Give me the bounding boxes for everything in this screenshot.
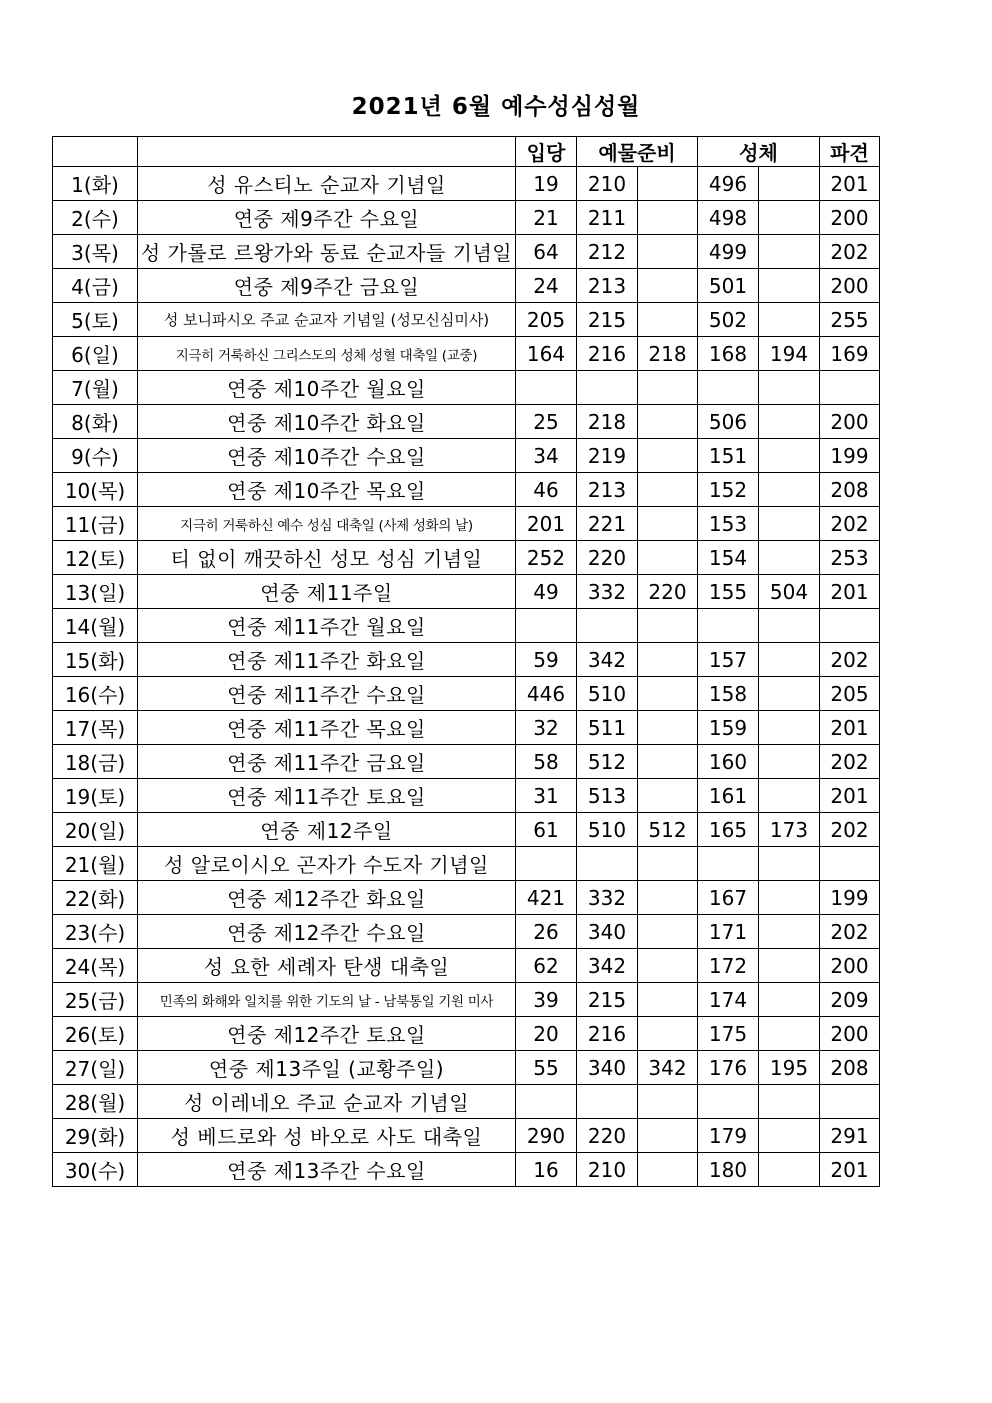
dismissal-cell: 200 [820, 405, 880, 439]
day-cell: 6(일) [53, 337, 138, 371]
offertory-2-cell [638, 1085, 698, 1119]
day-cell: 26(토) [53, 1017, 138, 1051]
offertory-2-cell [638, 371, 698, 405]
day-cell: 21(월) [53, 847, 138, 881]
communion-1-cell: 160 [698, 745, 759, 779]
feast-cell: 연중 제11주간 월요일 [138, 609, 516, 643]
day-cell: 1(화) [53, 167, 138, 201]
table-row [53, 371, 880, 405]
feast-cell: 지극히 거룩하신 예수 성심 대축일 (사제 성화의 날) [138, 507, 516, 541]
table-row [53, 745, 880, 779]
communion-2-cell [759, 235, 820, 269]
day-cell: 19(토) [53, 779, 138, 813]
communion-2-cell: 195 [759, 1051, 820, 1085]
offertory-2-cell [638, 201, 698, 235]
dismissal-cell [820, 609, 880, 643]
offertory-1-cell: 512 [577, 745, 638, 779]
table-row [53, 643, 880, 677]
table-row [53, 847, 880, 881]
offertory-2-cell [638, 643, 698, 677]
feast-cell: 성 알로이시오 곤자가 수도자 기념일 [138, 847, 516, 881]
offertory-1-cell: 332 [577, 575, 638, 609]
offertory-2-cell [638, 779, 698, 813]
communion-2-cell [759, 983, 820, 1017]
communion-1-cell: 158 [698, 677, 759, 711]
communion-2-cell [759, 847, 820, 881]
dismissal-cell: 201 [820, 711, 880, 745]
offertory-1-cell [577, 609, 638, 643]
communion-2-cell [759, 779, 820, 813]
table-row [53, 711, 880, 745]
day-cell: 22(화) [53, 881, 138, 915]
day-cell: 25(금) [53, 983, 138, 1017]
communion-2-cell [759, 473, 820, 507]
entrance-cell: 61 [516, 813, 577, 847]
offertory-1-cell: 342 [577, 643, 638, 677]
offertory-1-cell: 211 [577, 201, 638, 235]
offertory-1-cell: 210 [577, 1153, 638, 1187]
communion-1-cell: 159 [698, 711, 759, 745]
table-row [53, 1017, 880, 1051]
communion-1-cell: 180 [698, 1153, 759, 1187]
dismissal-cell: 208 [820, 473, 880, 507]
offertory-2-cell: 342 [638, 1051, 698, 1085]
offertory-1-cell: 213 [577, 269, 638, 303]
dismissal-cell: 201 [820, 1153, 880, 1187]
communion-2-cell [759, 439, 820, 473]
offertory-1-cell: 342 [577, 949, 638, 983]
feast-cell: 연중 제12주간 토요일 [138, 1017, 516, 1051]
dismissal-cell: 200 [820, 269, 880, 303]
day-cell: 7(월) [53, 371, 138, 405]
day-cell: 5(토) [53, 303, 138, 337]
communion-1-cell: 174 [698, 983, 759, 1017]
offertory-2-cell [638, 711, 698, 745]
table-row [53, 405, 880, 439]
entrance-cell: 20 [516, 1017, 577, 1051]
offertory-1-cell: 210 [577, 167, 638, 201]
offertory-2-cell [638, 983, 698, 1017]
hymn-schedule-table [52, 136, 880, 1187]
day-cell: 24(목) [53, 949, 138, 983]
day-cell: 3(목) [53, 235, 138, 269]
offertory-2-cell [638, 677, 698, 711]
entrance-cell: 49 [516, 575, 577, 609]
communion-2-cell [759, 371, 820, 405]
dismissal-cell: 208 [820, 1051, 880, 1085]
communion-1-cell: 165 [698, 813, 759, 847]
offertory-1-cell [577, 371, 638, 405]
communion-2-cell: 173 [759, 813, 820, 847]
header-communion: 성체 [698, 137, 820, 167]
offertory-1-cell: 510 [577, 677, 638, 711]
offertory-2-cell [638, 269, 698, 303]
feast-cell: 성 베드로와 성 바오로 사도 대축일 [138, 1119, 516, 1153]
table-row [53, 473, 880, 507]
entrance-cell: 46 [516, 473, 577, 507]
dismissal-cell: 202 [820, 813, 880, 847]
entrance-cell: 421 [516, 881, 577, 915]
page-title: 2021년 6월 예수성심성월 [351, 94, 641, 120]
feast-cell: 성 요한 세례자 탄생 대축일 [138, 949, 516, 983]
communion-1-cell: 161 [698, 779, 759, 813]
table-row [53, 1085, 880, 1119]
table-row [53, 439, 880, 473]
header-dismissal: 파견 [820, 137, 880, 167]
feast-cell: 성 가롤로 르왕가와 동료 순교자들 기념일 [138, 235, 516, 269]
communion-1-cell: 502 [698, 303, 759, 337]
day-cell: 12(토) [53, 541, 138, 575]
table-row [53, 235, 880, 269]
entrance-cell: 205 [516, 303, 577, 337]
communion-1-cell: 155 [698, 575, 759, 609]
dismissal-cell: 199 [820, 881, 880, 915]
table-row [53, 337, 880, 371]
offertory-1-cell: 511 [577, 711, 638, 745]
entrance-cell: 19 [516, 167, 577, 201]
feast-cell: 연중 제12주간 수요일 [138, 915, 516, 949]
communion-1-cell: 153 [698, 507, 759, 541]
feast-cell: 연중 제11주간 목요일 [138, 711, 516, 745]
entrance-cell: 55 [516, 1051, 577, 1085]
entrance-cell: 64 [516, 235, 577, 269]
feast-cell: 연중 제11주간 금요일 [138, 745, 516, 779]
communion-2-cell [759, 915, 820, 949]
offertory-1-cell: 218 [577, 405, 638, 439]
communion-2-cell [759, 507, 820, 541]
entrance-cell: 32 [516, 711, 577, 745]
table-row [53, 881, 880, 915]
day-cell: 2(수) [53, 201, 138, 235]
offertory-1-cell: 212 [577, 235, 638, 269]
offertory-2-cell [638, 847, 698, 881]
table-row [53, 779, 880, 813]
day-cell: 4(금) [53, 269, 138, 303]
day-cell: 8(화) [53, 405, 138, 439]
feast-cell: 연중 제10주간 목요일 [138, 473, 516, 507]
offertory-1-cell: 215 [577, 303, 638, 337]
entrance-cell: 446 [516, 677, 577, 711]
offertory-2-cell [638, 1017, 698, 1051]
table-row [53, 609, 880, 643]
communion-2-cell [759, 201, 820, 235]
feast-cell: 연중 제10주간 화요일 [138, 405, 516, 439]
offertory-2-cell [638, 915, 698, 949]
dismissal-cell: 202 [820, 507, 880, 541]
communion-1-cell: 152 [698, 473, 759, 507]
offertory-1-cell: 219 [577, 439, 638, 473]
table-header-row [53, 137, 880, 167]
entrance-cell [516, 847, 577, 881]
feast-cell: 연중 제10주간 수요일 [138, 439, 516, 473]
dismissal-cell: 202 [820, 745, 880, 779]
offertory-2-cell [638, 167, 698, 201]
dismissal-cell: 202 [820, 235, 880, 269]
offertory-2-cell [638, 541, 698, 575]
offertory-1-cell [577, 847, 638, 881]
dismissal-cell [820, 1085, 880, 1119]
communion-1-cell: 506 [698, 405, 759, 439]
entrance-cell: 24 [516, 269, 577, 303]
dismissal-cell: 255 [820, 303, 880, 337]
dismissal-cell: 209 [820, 983, 880, 1017]
day-cell: 14(월) [53, 609, 138, 643]
feast-cell: 티 없이 깨끗하신 성모 성심 기념일 [138, 541, 516, 575]
entrance-cell [516, 1085, 577, 1119]
offertory-2-cell [638, 405, 698, 439]
offertory-2-cell [638, 507, 698, 541]
entrance-cell: 164 [516, 337, 577, 371]
communion-2-cell [759, 405, 820, 439]
entrance-cell: 201 [516, 507, 577, 541]
dismissal-cell: 205 [820, 677, 880, 711]
communion-2-cell: 504 [759, 575, 820, 609]
offertory-1-cell: 213 [577, 473, 638, 507]
offertory-2-cell [638, 745, 698, 779]
table-row [53, 201, 880, 235]
entrance-cell: 26 [516, 915, 577, 949]
day-cell: 30(수) [53, 1153, 138, 1187]
communion-1-cell [698, 1085, 759, 1119]
header-day [53, 137, 138, 167]
communion-1-cell: 167 [698, 881, 759, 915]
feast-cell: 성 보니파시오 주교 순교자 기념일 (성모신심미사) [138, 303, 516, 337]
communion-1-cell: 151 [698, 439, 759, 473]
communion-2-cell [759, 1153, 820, 1187]
day-cell: 15(화) [53, 643, 138, 677]
day-cell: 17(목) [53, 711, 138, 745]
entrance-cell: 25 [516, 405, 577, 439]
communion-2-cell [759, 745, 820, 779]
offertory-1-cell: 340 [577, 1051, 638, 1085]
communion-2-cell [759, 643, 820, 677]
dismissal-cell: 202 [820, 643, 880, 677]
table-row [53, 1153, 880, 1187]
feast-cell: 연중 제13주간 수요일 [138, 1153, 516, 1187]
offertory-1-cell: 332 [577, 881, 638, 915]
feast-cell: 연중 제11주일 [138, 575, 516, 609]
dismissal-cell: 199 [820, 439, 880, 473]
dismissal-cell: 291 [820, 1119, 880, 1153]
communion-1-cell: 179 [698, 1119, 759, 1153]
communion-2-cell [759, 167, 820, 201]
communion-2-cell [759, 1017, 820, 1051]
feast-cell: 연중 제12주일 [138, 813, 516, 847]
offertory-1-cell: 513 [577, 779, 638, 813]
communion-1-cell: 498 [698, 201, 759, 235]
feast-cell: 연중 제13주일 (교황주일) [138, 1051, 516, 1085]
table-row [53, 1119, 880, 1153]
table-row [53, 1051, 880, 1085]
dismissal-cell: 200 [820, 1017, 880, 1051]
offertory-1-cell: 340 [577, 915, 638, 949]
offertory-2-cell [638, 235, 698, 269]
communion-1-cell: 501 [698, 269, 759, 303]
entrance-cell: 59 [516, 643, 577, 677]
feast-cell: 성 이레네오 주교 순교자 기념일 [138, 1085, 516, 1119]
feast-cell: 연중 제11주간 화요일 [138, 643, 516, 677]
offertory-1-cell [577, 1085, 638, 1119]
feast-cell: 지극히 거룩하신 그리스도의 성체 성혈 대축일 (교중) [138, 337, 516, 371]
feast-cell: 연중 제9주간 금요일 [138, 269, 516, 303]
communion-1-cell: 171 [698, 915, 759, 949]
communion-2-cell [759, 541, 820, 575]
dismissal-cell: 200 [820, 949, 880, 983]
offertory-2-cell [638, 881, 698, 915]
communion-1-cell: 176 [698, 1051, 759, 1085]
communion-2-cell [759, 269, 820, 303]
table-row [53, 813, 880, 847]
communion-1-cell [698, 609, 759, 643]
offertory-2-cell [638, 949, 698, 983]
communion-1-cell: 496 [698, 167, 759, 201]
communion-2-cell: 194 [759, 337, 820, 371]
offertory-2-cell [638, 303, 698, 337]
communion-2-cell [759, 677, 820, 711]
table-row [53, 269, 880, 303]
communion-1-cell: 172 [698, 949, 759, 983]
feast-cell: 연중 제10주간 월요일 [138, 371, 516, 405]
offertory-1-cell: 221 [577, 507, 638, 541]
communion-1-cell: 175 [698, 1017, 759, 1051]
communion-1-cell: 168 [698, 337, 759, 371]
offertory-2-cell: 218 [638, 337, 698, 371]
offertory-2-cell [638, 1153, 698, 1187]
communion-2-cell [759, 1119, 820, 1153]
offertory-1-cell: 220 [577, 541, 638, 575]
table-row [53, 915, 880, 949]
table-body [53, 167, 880, 1187]
feast-cell: 민족의 화해와 일치를 위한 기도의 날 - 남북통일 기원 미사 [138, 983, 516, 1017]
table-row [53, 677, 880, 711]
table-row [53, 949, 880, 983]
offertory-1-cell: 220 [577, 1119, 638, 1153]
offertory-2-cell [638, 439, 698, 473]
day-cell: 23(수) [53, 915, 138, 949]
entrance-cell: 252 [516, 541, 577, 575]
dismissal-cell: 202 [820, 915, 880, 949]
header-offertory: 예물준비 [577, 137, 698, 167]
table-row [53, 541, 880, 575]
entrance-cell: 58 [516, 745, 577, 779]
dismissal-cell: 200 [820, 201, 880, 235]
communion-2-cell [759, 1085, 820, 1119]
day-cell: 11(금) [53, 507, 138, 541]
offertory-1-cell: 510 [577, 813, 638, 847]
dismissal-cell [820, 371, 880, 405]
communion-2-cell [759, 303, 820, 337]
table-row [53, 303, 880, 337]
offertory-2-cell: 512 [638, 813, 698, 847]
communion-1-cell [698, 371, 759, 405]
offertory-2-cell [638, 473, 698, 507]
offertory-1-cell: 216 [577, 1017, 638, 1051]
header-feast [138, 137, 516, 167]
feast-cell: 성 유스티노 순교자 기념일 [138, 167, 516, 201]
dismissal-cell [820, 847, 880, 881]
dismissal-cell: 253 [820, 541, 880, 575]
table-row [53, 575, 880, 609]
communion-2-cell [759, 881, 820, 915]
entrance-cell: 62 [516, 949, 577, 983]
feast-cell: 연중 제9주간 수요일 [138, 201, 516, 235]
offertory-2-cell [638, 1119, 698, 1153]
entrance-cell: 31 [516, 779, 577, 813]
day-cell: 10(목) [53, 473, 138, 507]
entrance-cell: 39 [516, 983, 577, 1017]
day-cell: 13(일) [53, 575, 138, 609]
offertory-2-cell [638, 609, 698, 643]
communion-2-cell [759, 711, 820, 745]
communion-2-cell [759, 949, 820, 983]
offertory-1-cell: 215 [577, 983, 638, 1017]
entrance-cell: 21 [516, 201, 577, 235]
entrance-cell: 290 [516, 1119, 577, 1153]
entrance-cell [516, 371, 577, 405]
feast-cell: 연중 제12주간 화요일 [138, 881, 516, 915]
dismissal-cell: 201 [820, 575, 880, 609]
communion-1-cell: 157 [698, 643, 759, 677]
communion-1-cell: 499 [698, 235, 759, 269]
table-row [53, 983, 880, 1017]
communion-2-cell [759, 609, 820, 643]
feast-cell: 연중 제11주간 수요일 [138, 677, 516, 711]
day-cell: 27(일) [53, 1051, 138, 1085]
entrance-cell: 34 [516, 439, 577, 473]
table-row [53, 167, 880, 201]
offertory-1-cell: 216 [577, 337, 638, 371]
day-cell: 9(수) [53, 439, 138, 473]
day-cell: 29(화) [53, 1119, 138, 1153]
day-cell: 18(금) [53, 745, 138, 779]
day-cell: 28(월) [53, 1085, 138, 1119]
entrance-cell: 16 [516, 1153, 577, 1187]
offertory-2-cell: 220 [638, 575, 698, 609]
day-cell: 16(수) [53, 677, 138, 711]
dismissal-cell: 201 [820, 167, 880, 201]
header-entrance: 입당 [516, 137, 577, 167]
entrance-cell [516, 609, 577, 643]
day-cell: 20(일) [53, 813, 138, 847]
table-row [53, 507, 880, 541]
feast-cell: 연중 제11주간 토요일 [138, 779, 516, 813]
communion-1-cell: 154 [698, 541, 759, 575]
communion-1-cell [698, 847, 759, 881]
dismissal-cell: 169 [820, 337, 880, 371]
dismissal-cell: 201 [820, 779, 880, 813]
